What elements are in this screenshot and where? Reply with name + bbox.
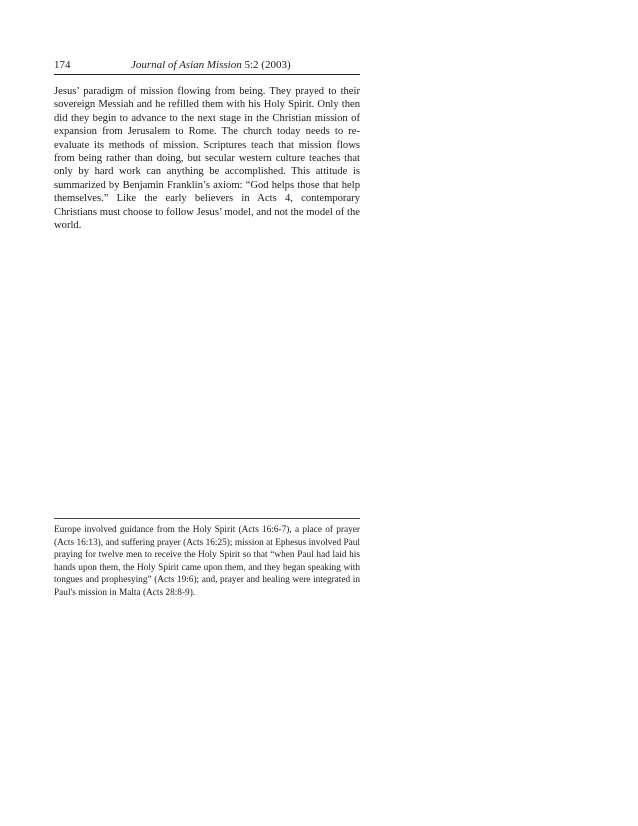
running-head xyxy=(131,56,291,74)
journal-issue: 5:2 (2003) xyxy=(241,59,291,71)
footnote-text: Europe involved guidance from the Holy Spirit (Acts 16:6-7), a place of prayer (Acts 16:13), and suffering prayer (Acts 16:25); mission at Ephesus involved Paul praying for twelve men to receive the Holy Spirit so that “when Paul had laid his hands upon them, the Holy Spirit came upon them, and they began speaking with tongues and prophesying” (Acts 19:6); and, prayer and healing were integrated in Paul's mission in Malta (Acts 28:8-9). xyxy=(54,525,360,598)
body-paragraph: Jesus’ paradigm of mission flowing from being. They prayed to their sovereign Messiah and he refilled them with his Holy Spirit. Only then did they begin to advance to the next stage in the Christian mission of expansion from Jerusalem to Rome. The church today needs to re-evaluate its methods of mission. Scriptures teach that mission flows from being rather than doing, but secular western culture teaches that only by hard work can anything be accomplished. This attitude is summarized by Benjamin Franklin’s axiom: “God helps those that help themselves.” Like the early believers in Acts 4, contemporary Christians must choose to follow Jesus’ model, and not the model of the world. xyxy=(54,86,360,232)
page-header xyxy=(54,56,360,75)
page-number: 174 xyxy=(54,59,71,71)
journal-title: Journal of Asian Mission xyxy=(131,59,242,71)
footnote-divider xyxy=(54,518,360,519)
